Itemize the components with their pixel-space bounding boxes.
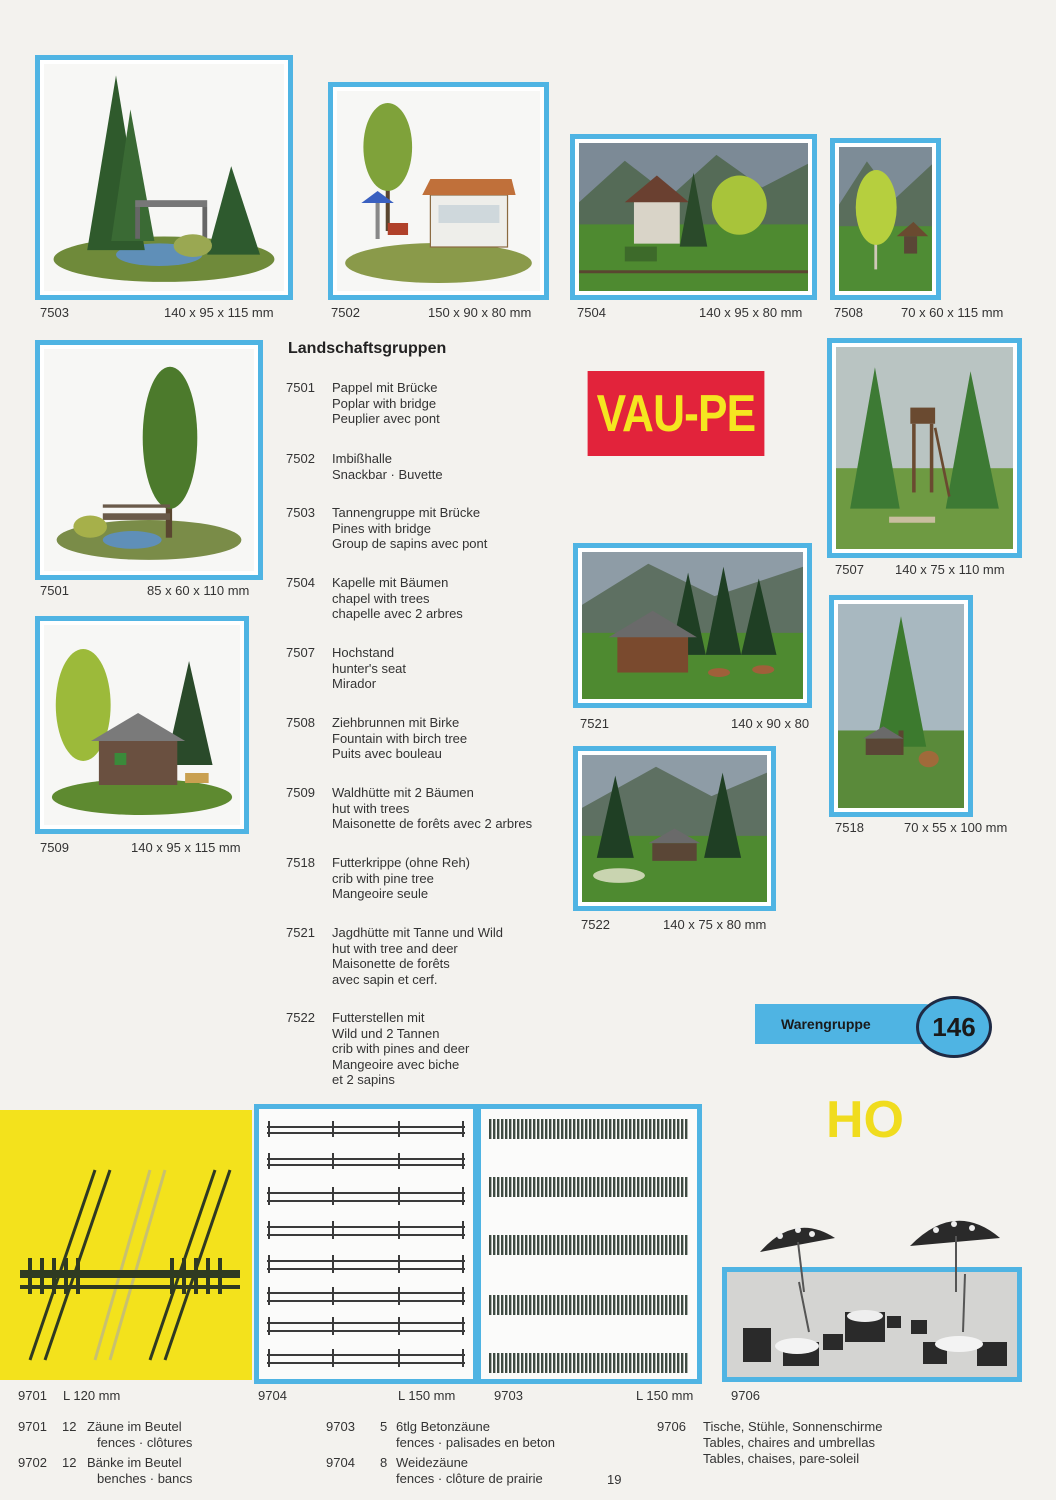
item-number: 7503 — [286, 505, 315, 520]
item-line: hut with tree and deer — [332, 940, 458, 956]
item-line: Fountain with birch tree — [332, 730, 468, 746]
caption-code: 7507 — [835, 562, 864, 577]
item-line: Tannengruppe mit Brücke — [332, 505, 481, 520]
item-line: chapelle avec 2 arbres — [332, 606, 463, 621]
item-number: 7507 — [286, 645, 315, 660]
item-line: crib with pines and deer — [332, 1041, 470, 1056]
item-line: Futterstellen mit — [332, 1010, 425, 1025]
item-number: 9702 — [18, 1455, 47, 1470]
item-line: Waldhütte mit 2 Bäumen — [332, 785, 474, 800]
crib-pine-illustration — [838, 604, 964, 808]
caption-dimensions: 70 x 60 x 115 mm — [901, 305, 1004, 320]
item-number: 9704 — [326, 1455, 355, 1470]
item-line: chapel with trees — [332, 590, 430, 606]
warengruppe-number: 146 — [916, 996, 992, 1058]
concrete-fence-illustration — [481, 1109, 697, 1379]
item-line: fences · clôtures — [97, 1435, 193, 1450]
forest-hut-illustration — [44, 625, 240, 825]
item-number: 7501 — [286, 380, 315, 395]
fence-bundle-illustration — [0, 1110, 252, 1380]
caption-dimensions: 140 x 75 x 110 mm — [895, 562, 1005, 577]
item-number: 7504 — [286, 575, 315, 590]
caption-code: 9704 — [258, 1388, 287, 1403]
item-line: avec sapin et cerf. — [332, 971, 438, 987]
scale-label: HO — [826, 1091, 904, 1149]
caption-dimensions: 140 x 95 x 80 mm — [699, 305, 803, 320]
caption-code: 7521 — [580, 716, 609, 731]
caption-length: L 150 mm — [398, 1388, 456, 1403]
item-line: Imbißhalle — [332, 451, 392, 466]
item-line: Mangeoire seule — [332, 886, 429, 901]
photo-7509 — [35, 616, 249, 834]
tree-group-bridge-illustration — [44, 64, 284, 291]
caption-length: L 150 mm — [636, 1388, 694, 1403]
item-line: crib with pine tree — [332, 870, 434, 886]
item-line: 6tlg Betonzäune — [396, 1419, 490, 1434]
warengruppe-label: Warengruppe — [781, 1016, 871, 1032]
photo-7503 — [35, 55, 293, 300]
item-line: Group de sapins avec pont — [332, 536, 488, 551]
item-line: Zäune im Beutel — [87, 1419, 182, 1434]
photo-7502 — [328, 82, 549, 300]
caption-code: 9703 — [494, 1388, 523, 1403]
chapel-trees-illustration — [579, 143, 808, 291]
item-line: fences · palisades en beton — [396, 1435, 555, 1450]
item-line: benches · bancs — [97, 1471, 193, 1486]
item-number: 7509 — [286, 785, 315, 800]
caption-code: 7503 — [40, 305, 69, 320]
hunters-seat-illustration — [836, 347, 1013, 549]
item-number: 7521 — [286, 925, 315, 940]
item-number: 9706 — [657, 1419, 686, 1434]
caption-dimensions: 140 x 90 x 80 — [731, 716, 810, 731]
item-line: hunter's seat — [332, 660, 407, 676]
item-line: Pines with bridge — [332, 520, 431, 536]
feeding-station-illustration — [582, 755, 767, 902]
photo-7522 — [573, 746, 776, 911]
item-number: 7518 — [286, 855, 315, 870]
photo-9704 — [254, 1104, 478, 1384]
photo-9703 — [476, 1104, 702, 1384]
section-title: Landschaftsgruppen — [288, 340, 447, 357]
item-line: Mangeoire avec biche — [332, 1056, 460, 1072]
caption-code: 7504 — [577, 305, 606, 320]
item-line: Maisonette de forêts avec 2 arbres — [332, 816, 533, 831]
item-line: Futterkrippe (ohne Reh) — [332, 855, 471, 870]
item-line: Snackbar · Buvette — [332, 466, 443, 482]
photo-9701 — [0, 1110, 252, 1380]
item-number: 7522 — [286, 1010, 315, 1025]
item-quantity: 5 — [380, 1419, 388, 1434]
item-line: Mirador — [332, 676, 377, 691]
caption-code: 7509 — [40, 840, 69, 855]
item-quantity: 12 — [62, 1419, 77, 1434]
item-line: et 2 sapins — [332, 1072, 395, 1087]
caption-code: 7508 — [834, 305, 863, 320]
item-line: Weidezäune — [396, 1455, 469, 1470]
caption-length: L 120 mm — [63, 1388, 121, 1403]
caption-code: 7502 — [331, 305, 360, 320]
item-number: 9701 — [18, 1419, 47, 1434]
item-quantity: 12 — [62, 1455, 77, 1470]
item-line: Peuplier avec pont — [332, 411, 440, 426]
item-line: Tables, chaires and umbrellas — [703, 1435, 875, 1450]
item-line: Tische, Stühle, Sonnenschirme — [703, 1419, 883, 1434]
page-number: 19 — [607, 1472, 622, 1487]
caption-code: 9706 — [731, 1388, 760, 1403]
caption-dimensions: 70 x 55 x 100 mm — [904, 820, 1008, 835]
caption-code: 7522 — [581, 917, 610, 932]
item-line: Puits avec bouleau — [332, 746, 442, 761]
item-number: 9703 — [326, 1419, 355, 1434]
caption-code: 7501 — [40, 583, 69, 598]
snackbar-illustration — [337, 91, 540, 291]
item-line: Ziehbrunnen mit Birke — [332, 715, 460, 730]
photo-7521 — [573, 543, 812, 708]
poplar-bridge-illustration — [44, 349, 254, 571]
photo-7508 — [830, 138, 941, 300]
umbrella-icons — [750, 1212, 1030, 1292]
item-line: fences · clôture de prairie — [396, 1471, 543, 1486]
item-line: Jagdhütte mit Tanne und Wild — [332, 925, 504, 940]
item-line: Kapelle mit Bäumen — [332, 575, 449, 590]
hunting-hut-deer-illustration — [582, 552, 803, 699]
caption-dimensions: 140 x 75 x 80 mm — [663, 917, 767, 932]
photo-7518 — [829, 595, 973, 817]
item-line: Bänke im Beutel — [87, 1455, 182, 1470]
photo-7501 — [35, 340, 263, 580]
caption-dimensions: 150 x 90 x 80 mm — [428, 305, 532, 320]
item-line: Pappel mit Brücke — [332, 380, 438, 395]
fountain-birch-illustration — [839, 147, 932, 291]
photo-7507 — [827, 338, 1022, 558]
item-line: Tables, chaises, pare-soleil — [703, 1451, 860, 1466]
item-line: hut with trees — [332, 800, 410, 816]
pasture-fence-illustration — [259, 1109, 473, 1379]
caption-code: 9701 — [18, 1388, 47, 1403]
item-number: 7502 — [286, 451, 315, 466]
caption-dimensions: 85 x 60 x 110 mm — [147, 583, 250, 598]
item-line: Wild und 2 Tannen — [332, 1025, 440, 1041]
caption-dimensions: 140 x 95 x 115 mm — [131, 840, 241, 855]
photo-7504 — [570, 134, 817, 300]
caption-dimensions: 140 x 95 x 115 mm — [164, 305, 274, 320]
item-line: Poplar with bridge — [332, 395, 437, 411]
brand-logo: VAU-PE — [588, 371, 765, 456]
item-line: Hochstand — [332, 645, 395, 660]
caption-code: 7518 — [835, 820, 864, 835]
item-line: Maisonette de forêts — [332, 956, 450, 971]
item-number: 7508 — [286, 715, 315, 730]
item-quantity: 8 — [380, 1455, 388, 1470]
